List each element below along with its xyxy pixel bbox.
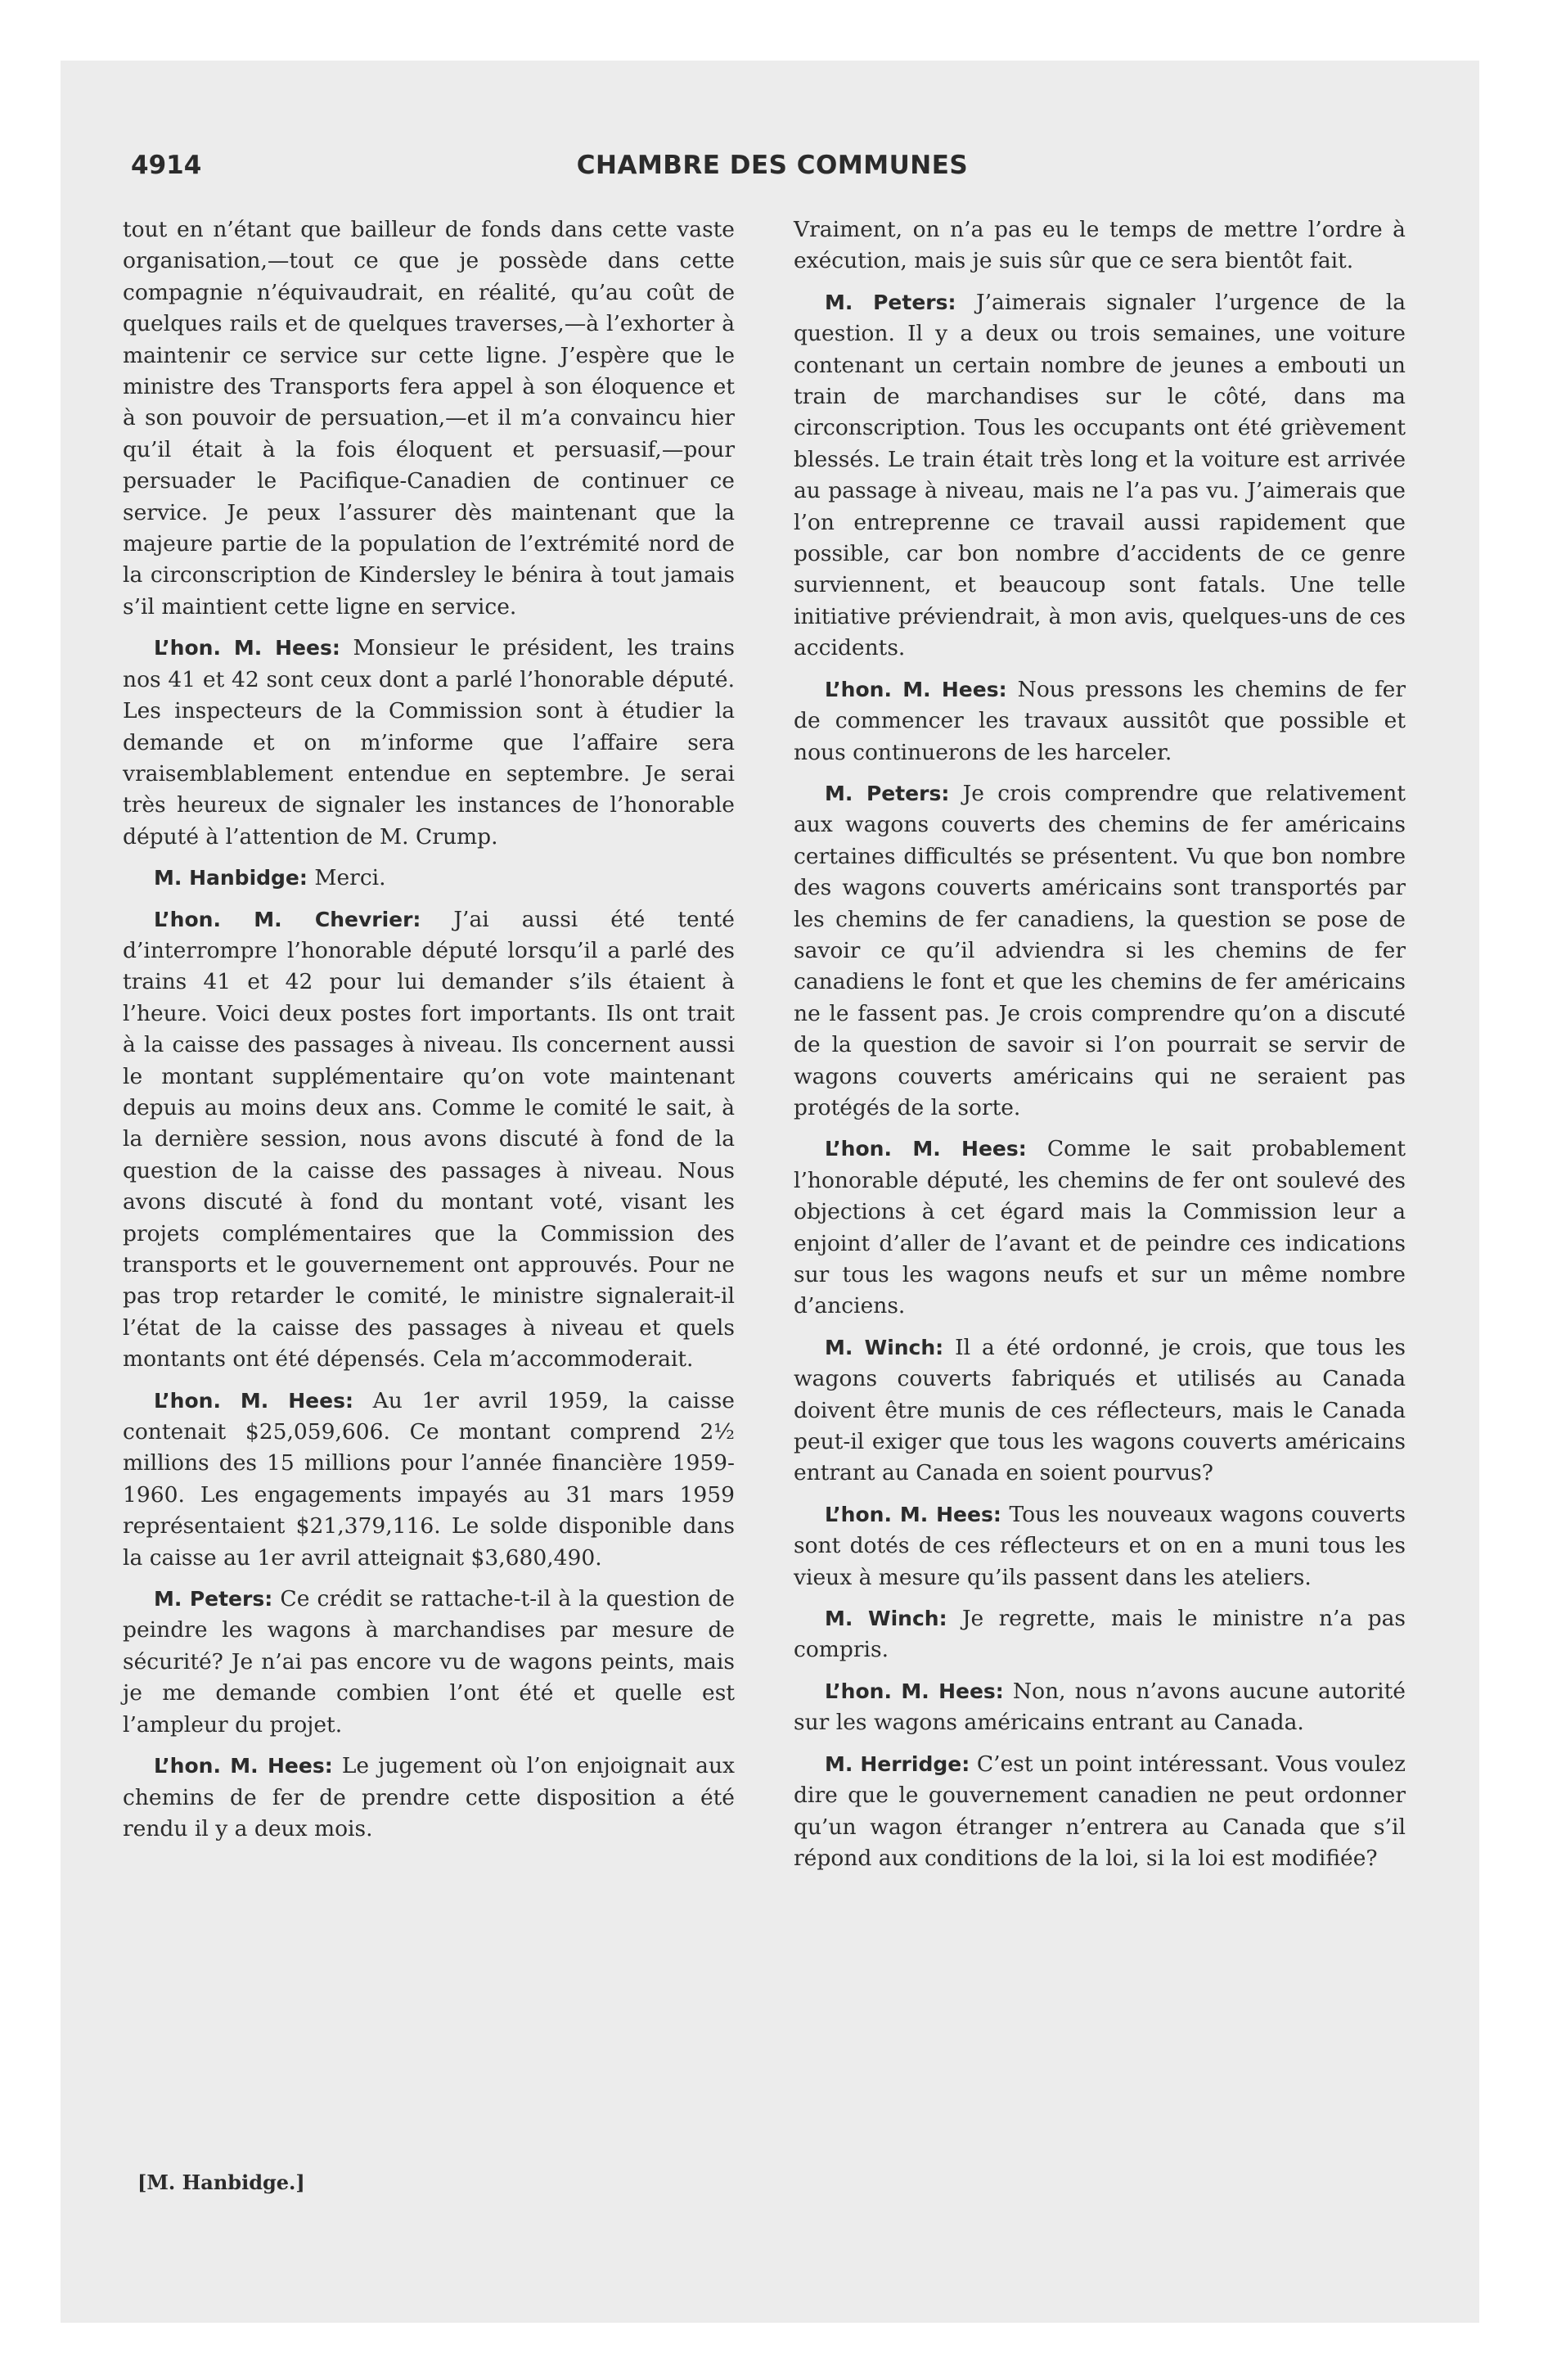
paragraph [123, 214, 735, 623]
paragraph [794, 1676, 1406, 1739]
speaker-name: L’hon. M. Hees: [154, 1388, 353, 1413]
paragraph-text: Comme le sait probablement l’honorable député, les chemins de fer ont soulevé des objections à cet égard mais la Commission leur a enjoint d’aller de l’avant et de peindre ces indications sur tous les wagons neufs et sur un même nombre d’anciens. [794, 1136, 1406, 1319]
right-column [794, 214, 1406, 1884]
paragraph-text: Le jugement où l’on enjoignait aux chemins de fer de prendre cette disposition a été rendu il y a deux mois. [123, 1753, 735, 1841]
paragraph-text: Merci. [314, 865, 386, 891]
paragraph-text: Tous les nouveaux wagons couverts sont dotés de ces réflecteurs et on en a muni tous les vieux à mesure qu’ils passent dans les ateliers. [794, 1501, 1406, 1590]
paragraph-text: C’est un point intéressant. Vous voulez dire que le gouvernement canadien ne peut ordonner qu’un wagon étranger n’entrera au Canada que s’il répond aux conditions de la loi, si la loi est modifiée? [794, 1751, 1406, 1871]
speaker-name: L’hon. M. Hees: [825, 1502, 1001, 1526]
paragraph [794, 1134, 1406, 1322]
speaker-name: M. Peters: [154, 1587, 273, 1611]
paragraph [794, 1332, 1406, 1490]
paragraph [123, 1751, 735, 1845]
paragraph-text: Je crois comprendre que relativement aux wagons couverts des chemins de fer américains certaines difficultés se présentent. Vu que bon nombre des wagons couverts américains sont transportés par les chemins de fer canadiens, la question se pose de savoir ce qu’il adviendra si les chemins de fer canadiens le font et que les chemins de fer américains ne le fassent pas. Je crois comprendre qu’on a discuté de la question de savoir si l’on pourrait se servir de wagons couverts américains qui ne seraient pas protégés de la sorte. [794, 780, 1406, 1120]
paragraph [794, 778, 1406, 1124]
paragraph [123, 863, 735, 894]
speaker-name: L’hon. M. Hees: [825, 1137, 1027, 1161]
speaker-name: L’hon. M. Hees: [154, 1754, 333, 1778]
paragraph-text: J’ai aussi été tenté d’interrompre l’honorable député lorsqu’il a parlé des trains 41 et 42 pour lui demander s’ils étaient à l’heure. Voici deux postes fort importants. Ils ont trait à la caisse des passages à niveau. Ils concernent aussi le montant supplémentaire qu’on vote maintenant depuis au moins deux ans. Comme le comité le sait, à la dernière session, nous avons discuté à fond de la question de la caisse des passages à niveau. Nous avons discuté à fond du montant voté, visant les projets complémentaires que la Commission des transports et le gouvernement ont approuvés. Pour ne pas trop retarder le comité, le ministre signalerait-il l’état de la caisse des passages à niveau et quels montants ont été dépensés. Cela m’accommoderait. [123, 906, 735, 1373]
paragraph [794, 674, 1406, 769]
speaker-name: L’hon. M. Chevrier: [154, 907, 421, 931]
paragraph [794, 1499, 1406, 1593]
paragraph-text: tout en n’étant que bailleur de fonds dans cette vaste organisation,—tout ce que je possède dans cette compagnie n’équivaudrait, en réalité, qu’au coût de quelques rails et de quelques traverses,—à l’exhorter à maintenir ce service sur cette ligne. J’espère que le ministre des Transports fera appel à son éloquence et à son pouvoir de persuation,—et il m’a convaincu hier qu’il était à la fois éloquent et persuasif,—pour persuader le Pacifique-Canadien de continuer ce service. Je peux l’assurer dès maintenant que la majeure partie de la population de l’extrémité nord de la circonscription de Kindersley le bénira à tout jamais s’il maintient cette ligne en service. [123, 217, 735, 620]
paragraph-text: Je regrette, mais le ministre n’a pas compris. [794, 1606, 1406, 1663]
speaker-name: M. Peters: [825, 781, 950, 805]
speaker-name: M. Peters: [825, 290, 956, 314]
paragraph [794, 1749, 1406, 1875]
footer-reference: [M. Hanbidge.] [137, 2170, 305, 2194]
speaker-name: M. Winch: [825, 1335, 944, 1359]
paragraph [794, 214, 1406, 277]
speaker-name: M. Herridge: [825, 1751, 970, 1776]
paragraph-text: Au 1er avril 1959, la caisse contenait $25,059,606. Ce montant comprend 2½ millions des 15 millions pour l’année financière 1959-1960. Les engagements impayés au 31 mars 1959 représentaient $21,379,116. Le solde disponible dans la caisse au 1er avril atteignait $3,680,490. [123, 1387, 735, 1571]
paragraph [123, 1584, 735, 1741]
speaker-name: M. Winch: [825, 1607, 947, 1631]
speaker-name: L’hon. M. Hees: [825, 677, 1007, 701]
paragraph [794, 287, 1406, 665]
paragraph [123, 633, 735, 853]
speaker-name: L’hon. M. Hees: [825, 1679, 1004, 1703]
speaker-name: M. Hanbidge: [154, 866, 308, 890]
running-title: CHAMBRE DES COMMUNES [576, 151, 969, 180]
left-column [123, 214, 735, 1855]
paragraph [794, 1603, 1406, 1666]
paragraph-text: Vraiment, on n’a pas eu le temps de mettre l’ordre à exécution, mais je suis sûr que ce sera bientôt fait. [794, 217, 1406, 274]
paragraph-text: Nous pressons les chemins de fer de commencer les travaux aussitôt que possible et nous continuerons de les harceler. [794, 676, 1406, 765]
paragraph-text: Ce crédit se rattache-t-il à la question de peindre les wagons à marchandises par mesure de sécurité? Je n’ai pas encore vu de wagons peints, mais je me demande combien l’ont été et quelle est l’ampleur du projet. [123, 1586, 735, 1738]
paragraph-text: Non, nous n’avons aucune autorité sur les wagons américains entrant au Canada. [794, 1678, 1406, 1736]
speaker-name: L’hon. M. Hees: [154, 636, 340, 660]
page-number: 4914 [131, 151, 202, 180]
paragraph [123, 1386, 735, 1574]
paragraph-text: Monsieur le président, les trains nos 41 et 42 sont ceux dont a parlé l’honorable député. Les inspecteurs de la Commission sont à étudier la demande et on m’informe que l’affaire sera vraisemblablement entendue en septembre. Je serai très heureux de signaler les instances de l’honorable député à l’attention de M. Crump. [123, 635, 735, 850]
paragraph-text: J’aimerais signaler l’urgence de la question. Il y a deux ou trois semaines, une voiture contenant un certain nombre de jeunes a embouti un train de marchandises sur le côté, dans ma circonscription. Tous les occupants ont été grièvement blessés. Le train était très long et la voiture est arrivée au passage à niveau, mais ne l’a pas vu. J’aimerais que l’on entreprenne ce travail aussi rapidement que possible, car bon nombre d’accidents de ce genre surviennent, et beaucoup sont fatals. Une telle initiative préviendrait, à mon avis, quelques-uns de ces accidents. [794, 289, 1406, 661]
paragraph [123, 904, 735, 1376]
page-header [131, 151, 1414, 187]
paragraph-text: Il a été ordonné, je crois, que tous les wagons couverts fabriqués et utilisés au Canada doivent être munis de ces réflecteurs, mais le Canada peut-il exiger que tous les wagons couverts américains entrant au Canada en soient pourvus? [794, 1334, 1406, 1486]
